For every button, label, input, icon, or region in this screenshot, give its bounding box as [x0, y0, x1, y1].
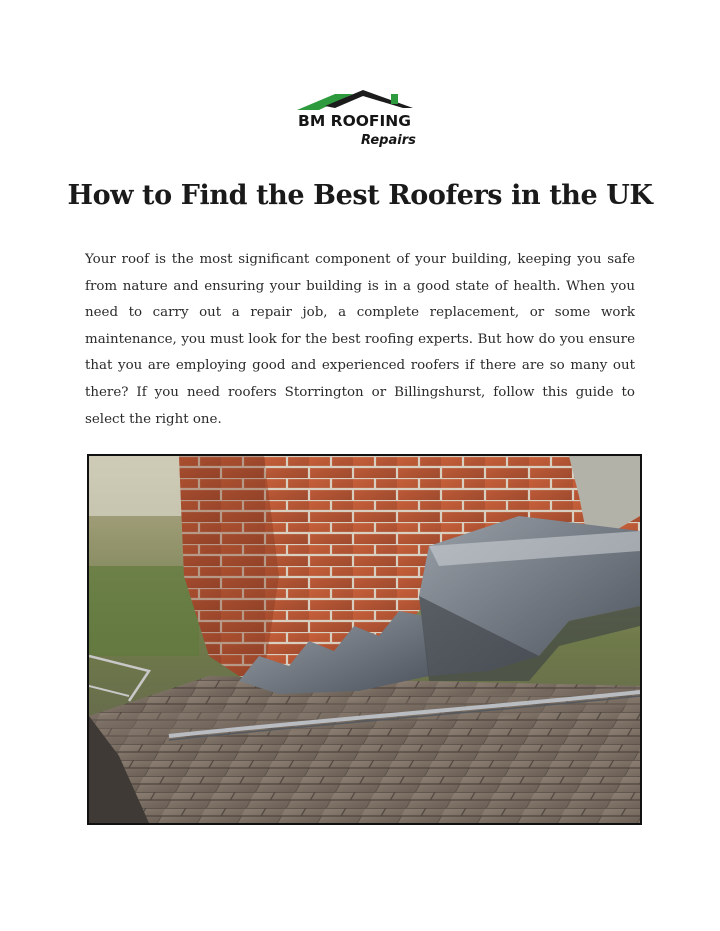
- logo-line-2: Repairs: [361, 133, 416, 148]
- chimney-lead-flashing-image: [89, 456, 640, 823]
- company-logo: [295, 88, 421, 150]
- house-roof-icon: [295, 88, 421, 150]
- logo-line-1: BM ROOFING: [298, 112, 411, 130]
- page-title: How to Find the Best Roofers in the UK: [67, 180, 653, 211]
- roof-flashing-photo: [87, 454, 642, 825]
- intro-paragraph: Your roof is the most significant component of your building, keeping you safe from nature and ensuring your building is in a good state of health. When you need to carry out a repair job, a complete replacement, or some work maintenance, you must look for the best roofing experts. But how do you ensure that you are employing good and experienced roofers if there are so many out there? If you need roofers Storrington or Billingshurst, follow this guide to select the right one.: [85, 252, 635, 427]
